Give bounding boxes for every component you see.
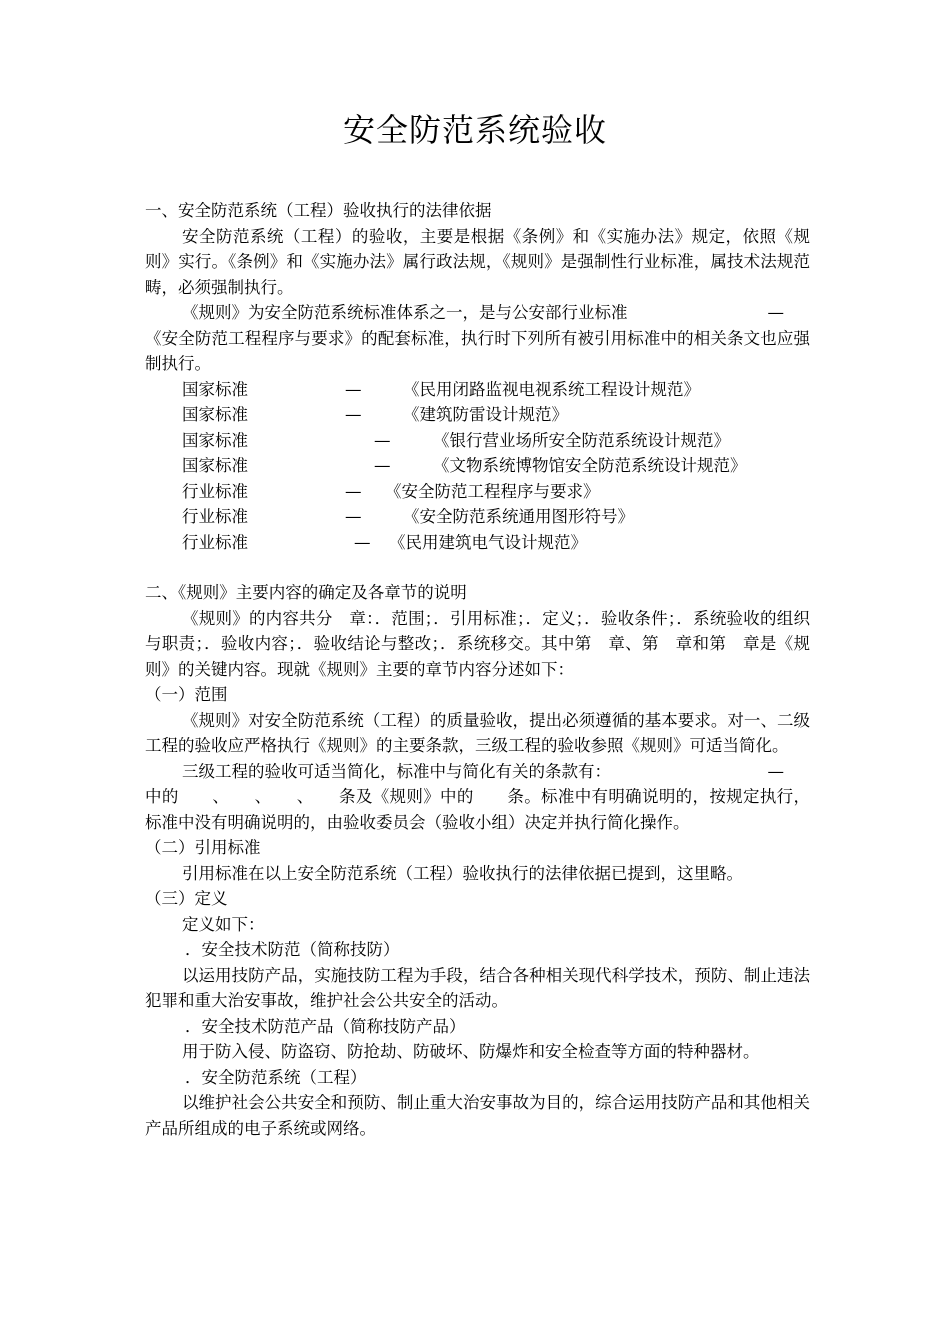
- standard-label: 行业标准: [182, 481, 248, 501]
- subsection-3-heading: （三）定义: [145, 889, 228, 908]
- subsection-1-paragraph-2-start: 三级工程的验收可适当简化，标准中与简化有关的条款有：: [182, 761, 611, 781]
- standard-label: 行业标准: [182, 532, 248, 552]
- subsection-2-heading: （二）引用标准: [145, 838, 261, 857]
- standard-name: 《银行营业场所安全防范系统设计规范》: [433, 430, 730, 450]
- standard-dash: —: [374, 456, 391, 475]
- section-2-heading: 二、《规则》主要内容的确定及各章节的说明: [145, 583, 467, 602]
- standard-name: 《民用闭路监视电视系统工程设计规范》: [403, 379, 700, 399]
- standard-label: 国家标准: [182, 456, 248, 475]
- section-1-heading: 一、安全防范系统（工程）验收执行的法律依据: [145, 201, 492, 220]
- section-gap: [145, 555, 810, 580]
- subsection-2-paragraph-1: 引用标准在以上安全防范系统（工程）验收执行的法律依据已提到，这里略。: [182, 863, 743, 883]
- definition-1-title: ．安全技术防范（简称技防）: [185, 940, 400, 959]
- standard-dash: —: [345, 405, 362, 424]
- standard-row: [145, 530, 810, 556]
- standard-row: [145, 453, 810, 479]
- standard-label: 国家标准: [182, 430, 248, 450]
- standard-row: [145, 479, 810, 505]
- section-2-paragraph-1: 《规则》的内容共分 章：．范围；．引用标准；．定义；．验收条件；．系统验收的组织与职责；．验收内容；．验收结论与整改；．系统移交。其中第 章、第 章和第 章是《规则》的关键内容。现就《规则》主要的章节内容分述如下：: [145, 608, 810, 679]
- standard-dash: —: [345, 379, 362, 399]
- standard-label: 国家标准: [182, 405, 248, 424]
- standard-name: 《文物系统博物馆安全防范系统设计规范》: [433, 456, 747, 475]
- standard-name: 《安全防范系统通用图形符号》: [403, 507, 634, 526]
- standard-label: 国家标准: [182, 379, 248, 399]
- standard-name: 《安全防范工程程序与要求》: [385, 481, 600, 501]
- standard-dash: —: [374, 430, 391, 450]
- section-1-paragraph-1: 安全防范系统（工程）的验收，主要是根据《条例》和《实施办法》规定，依照《规则》实行。《条例》和《实施办法》属行政法规，《规则》是强制性行业标准，属技术法规范畴，必须强制执行。: [145, 226, 810, 297]
- definition-1-text: 以运用技防产品，实施技防工程为手段，结合各种相关现代科学技术，预防、制止违法犯罪和重大治安事故，维护社会公共安全的活动。: [145, 965, 810, 1010]
- standard-row: [145, 377, 810, 403]
- standard-dash: —: [345, 507, 362, 526]
- standard-row: [145, 504, 810, 530]
- subsection-1-paragraph-2-rest: 中的 、 、 、 条及《规则》中的 条。标准中有明确说明的，按规定执行，标准中没有明确说明的，由验收委员会（验收小组）决定并执行简化操作。: [145, 787, 810, 832]
- definition-3-text: 以维护社会公共安全和预防、制止重大治安事故为目的，综合运用技防产品和其他相关产品所组成的电子系统或网络。: [145, 1093, 810, 1138]
- definition-3-title: ．安全防范系统（工程）: [185, 1067, 367, 1087]
- section-1-paragraph-2-rest: 《安全防范工程程序与要求》的配套标准，执行时下列所有被引用标准中的相关条文也应强制执行。: [145, 328, 810, 373]
- subsection-1-heading: （一）范围: [145, 685, 228, 704]
- document-body: [145, 198, 810, 1141]
- standard-row: [145, 402, 810, 428]
- document-title: 安全防范系统验收: [342, 111, 607, 149]
- paragraph-2-start: 《规则》为安全防范系统标准体系之一，是与公安部行业标准: [182, 303, 628, 322]
- subsection-1-paragraph-2-dash: —: [767, 761, 784, 781]
- standard-name: 《民用建筑电气设计规范》: [389, 532, 587, 552]
- definitions-intro: 定义如下：: [182, 914, 265, 934]
- section-1-paragraph-2: [145, 300, 810, 326]
- subsection-1-paragraph-2: [145, 759, 810, 785]
- standard-label: 行业标准: [182, 507, 248, 526]
- standard-dash: —: [345, 481, 362, 501]
- standard-name: 《建筑防雷设计规范》: [403, 405, 568, 424]
- definition-2-text: 用于防入侵、防盗窃、防抢劫、防破坏、防爆炸和安全检查等方面的特种器材。: [182, 1042, 760, 1061]
- standard-row: [145, 428, 810, 454]
- standard-dash: —: [354, 532, 371, 552]
- paragraph-2-dash: —: [767, 303, 784, 322]
- definition-2-title: ．安全技术防范产品（简称技防产品）: [185, 1016, 466, 1036]
- subsection-1-paragraph-1: 《规则》对安全防范系统（工程）的质量验收，提出必须遵循的基本要求。对一、二级工程的验收应严格执行《规则》的主要条款，三级工程的验收参照《规则》可适当简化。: [145, 710, 810, 755]
